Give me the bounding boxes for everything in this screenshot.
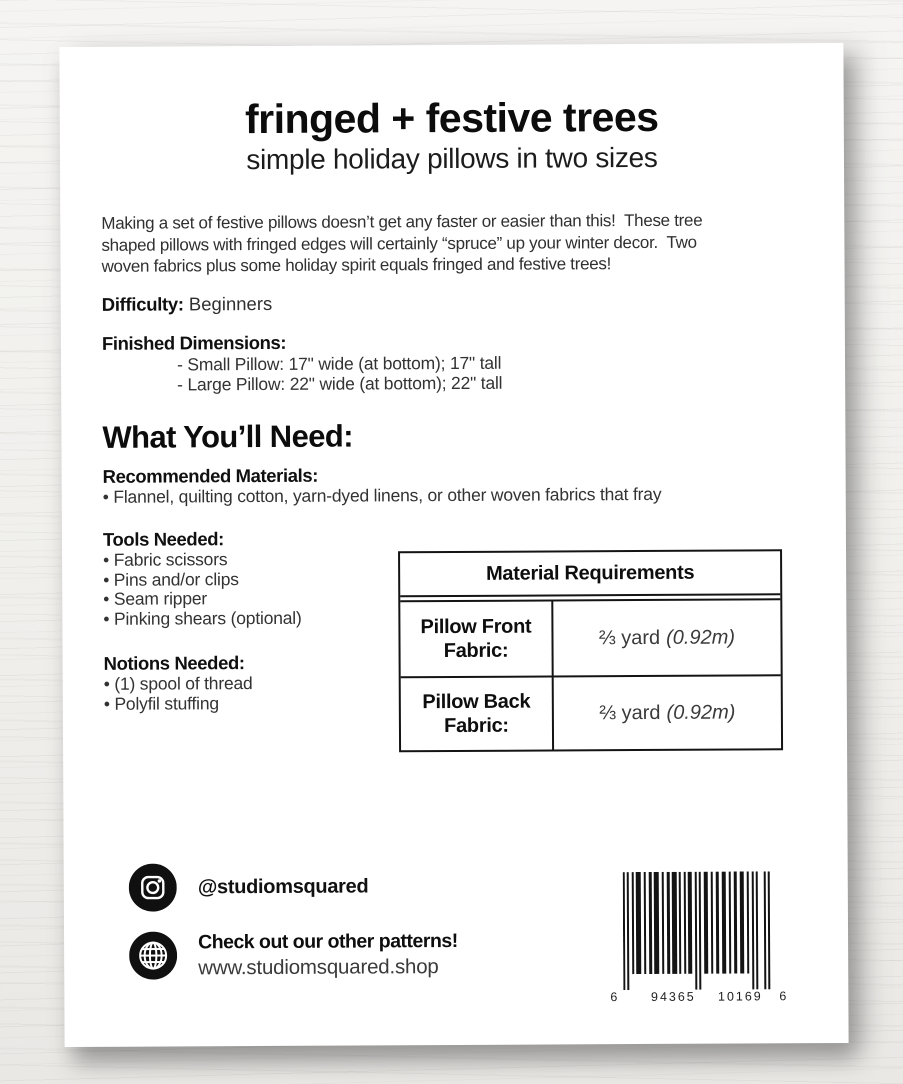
notions-needed-heading: Notions Needed: [103, 652, 245, 674]
tool-item: • Pins and/or clips [103, 568, 239, 590]
row-value [553, 600, 780, 675]
row-metric: (0.92m) [666, 626, 736, 649]
intro-paragraph [101, 209, 803, 277]
row-qty: ⅔ yard [598, 626, 661, 649]
tool-item: • Pinking shears (optional) [103, 607, 302, 629]
barcode-digit-group: 94365 [650, 989, 696, 1004]
tool-item: • Fabric scissors [103, 549, 228, 570]
barcode-digit-group: 10169 [717, 989, 763, 1004]
notion-item: • (1) spool of thread [103, 673, 253, 694]
website-cta: Check out our other patterns! [198, 929, 458, 954]
notion-item: • Polyfil stuffing [103, 692, 219, 714]
recommended-materials-heading: Recommended Materials: [102, 464, 319, 487]
barcode [610, 871, 787, 1006]
instagram-icon [129, 863, 177, 911]
difficulty-label: Difficulty: [101, 292, 184, 315]
difficulty-line [102, 290, 804, 316]
row-value [554, 676, 781, 749]
page-subtitle: simple holiday pillows in two sizes [246, 141, 658, 176]
table-body [400, 598, 781, 750]
dimension-item-small: - Small Pillow: 17" wide (at bottom); 17" tall [176, 352, 502, 374]
material-requirements-table [398, 549, 783, 752]
difficulty-value: Beginners [188, 292, 273, 314]
intro-line: shaped pillows with fringed edges will certainly “spruce” up your winter decor. Two [101, 232, 697, 255]
table-row [400, 600, 780, 676]
barcode-digit: 6 [610, 990, 618, 1005]
tool-item: • Seam ripper [103, 588, 208, 609]
material-item: • Flannel, quilting cotton, yarn-dyed linens, or other woven fabrics that fray [102, 483, 662, 507]
pattern-back-page [59, 43, 848, 1047]
page-title: fringed + festive trees [244, 93, 659, 143]
tools-needed-heading: Tools Needed: [102, 528, 224, 550]
barcode-digit: 6 [779, 989, 787, 1004]
intro-line: Making a set of festive pillows doesn’t get any faster or easier than this! These tree [101, 210, 703, 233]
website-block [198, 929, 458, 981]
website-url: www.studiomsquared.shop [198, 955, 439, 980]
row-label: Pillow Back Fabric: [401, 677, 554, 750]
dimension-item-large: - Large Pillow: 22" wide (at bottom); 22" tall [177, 372, 503, 394]
globe-icon [129, 931, 177, 979]
table-row [401, 674, 781, 750]
what-youll-need-heading: What You’ll Need: [102, 418, 353, 455]
instagram-handle: @studiomsquared [197, 874, 369, 898]
row-metric: (0.92m) [666, 701, 736, 724]
dimensions-heading: Finished Dimensions: [101, 331, 287, 354]
row-label: Pillow Front Fabric: [400, 601, 553, 676]
row-qty: ⅔ yard [599, 701, 661, 724]
intro-line: woven fabrics plus some holiday spirit equals fringed and festive trees! [101, 254, 612, 276]
table-title: Material Requirements [400, 551, 780, 597]
barcode-bars [623, 871, 774, 990]
